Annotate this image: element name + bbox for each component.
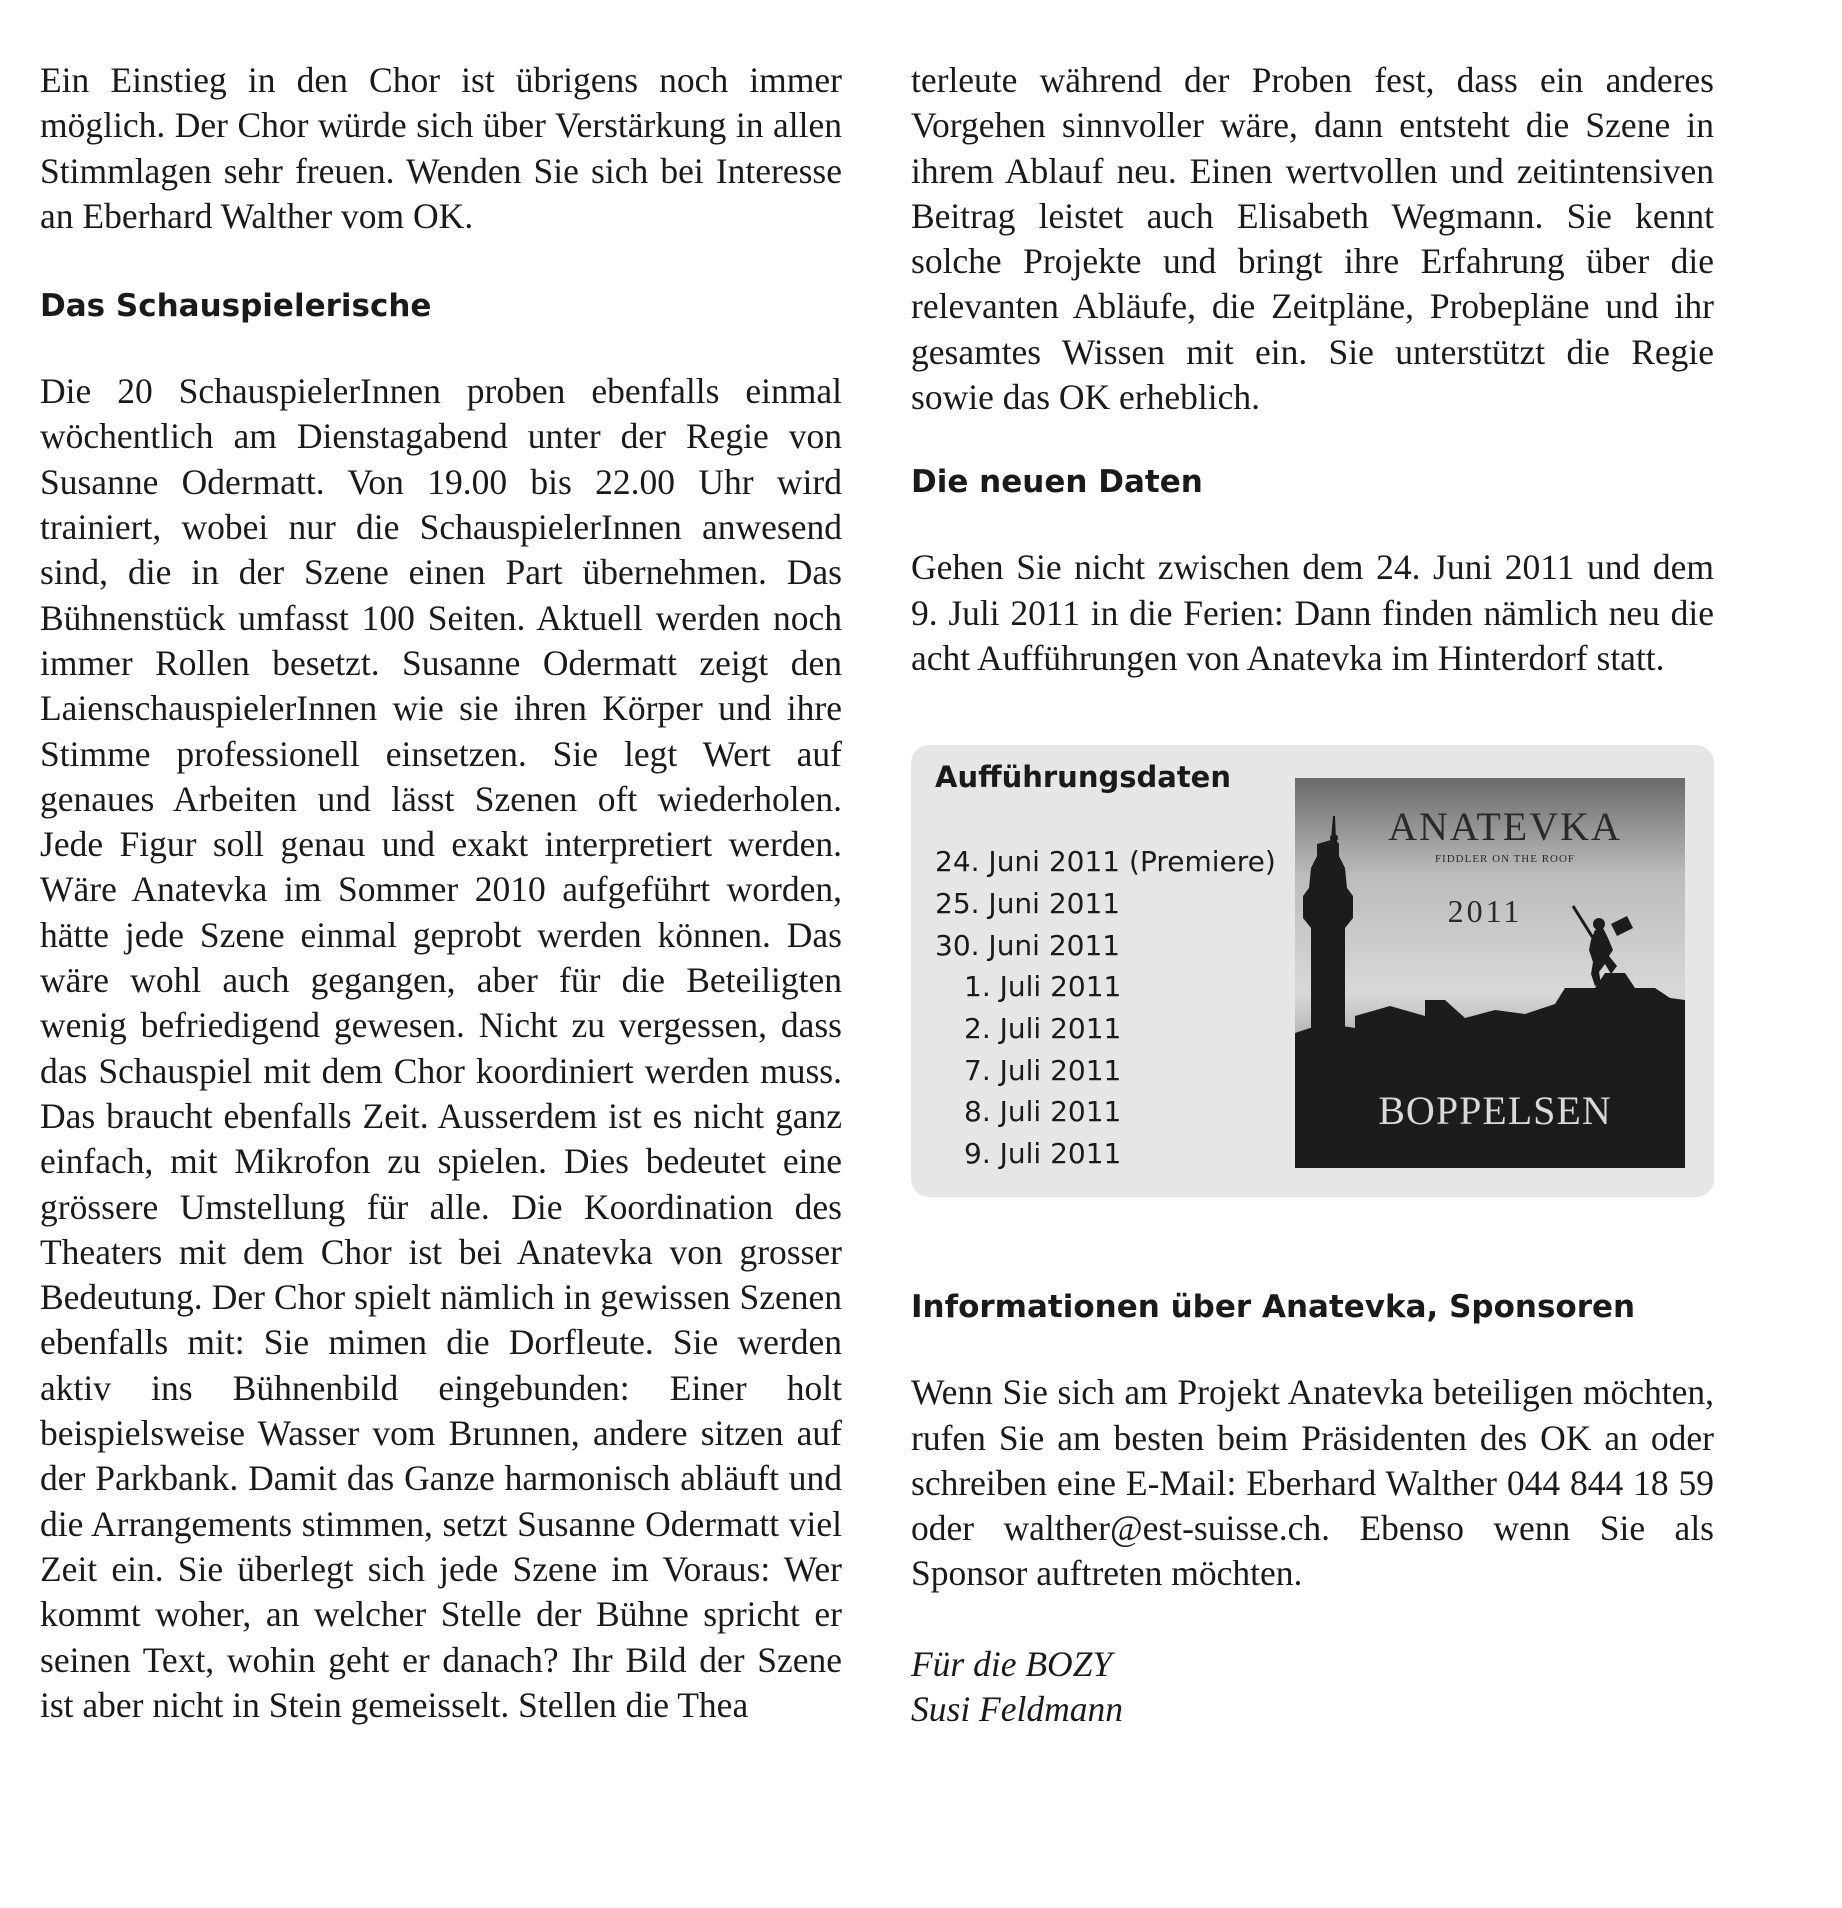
- acting-paragraph: Die 20 SchauspielerInnen proben ebenfalls einmal wöchentlich am Dienstagabend unter der Regie von Susanne Odermatt. Von 19.00 bis 22.00 Uhr wird trainiert, wobei nur die SchauspielerInnen anwesend sind, die in der Szene einen Part übernehmen. Das Bühnenstück umfasst 100 Seiten. Aktuell werden noch immer Rollen besetzt. Susanne Odermatt zeigt den LaienschauspielerInnen wie sie ihren Körper und ihre Stimme professionell einsetzen. Sie legt Wert auf genaues Arbeiten und lässt Szenen oft wiederholen. Jede Figur soll genau und exakt interpretiert werden. Wäre Anatevka im Sommer 2010 aufgeführt worden, hätte jede Szene einmal geprobt werden können. Das wäre wohl auch gegangen, aber für die Beteiligten wenig befriedigend gewesen. Nicht zu vergessen, dass das Schauspiel mit dem Chor koordiniert werden muss. Das braucht ebenfalls Zeit. Ausserdem ist es nicht ganz einfach, mit Mikrofon zu spielen. Dies bedeutet eine grössere Umstellung für alle. Die Koordination des Theaters mit dem Chor ist bei Anatevka von grosser Bedeutung. Der Chor spielt nämlich in gewissen Szenen ebenfalls mit: Sie mimen die Dorfleute. Sie werden aktiv ins Bühnenbild eingebunden: Einer holt beispielsweise Wasser vom Brunnen, andere sitzen auf der Parkbank. Damit das Ganze harmonisch abläuft und die Arrangements stimmen, setzt Susanne Odermatt viel Zeit ein. Sie überlegt sich jede Szene im Voraus: Wer kommt woher, an welcher Stelle der Bühne spricht er seinen Text, wohin geht er danach? Ihr Bild der Szene ist aber nicht in Stein gemeisselt. Stellen die Thea: [40, 371, 842, 1725]
- anatevka-poster: [1295, 778, 1685, 1168]
- performance-dates-box: [911, 745, 1714, 1197]
- intro-paragraph: Ein Einstieg in den Chor ist übrigens noch immer möglich. Der Chor würde sich über Verstärkung in allen Stimmlagen sehr freuen. Wenden Sie sich bei Interesse an Eberhard Walther vom OK.: [40, 60, 842, 236]
- poster-subtitle: FIDDLER ON THE ROOF: [1434, 853, 1576, 866]
- poster-artwork: [1295, 778, 1685, 1168]
- left-column: [40, 58, 842, 1728]
- info-paragraph: Wenn Sie sich am Projekt Anatevka beteiligen möchten, rufen Sie am besten beim Präsidenten des OK an oder schreiben eine E-Mail: Eberhard Walther 044 844 18 59 oder walther@est-suisse.ch. Ebenso wenn Sie als Sponsor auftreten möchten.: [911, 1372, 1714, 1594]
- date-item: 2. Juli 2011: [964, 1012, 1122, 1046]
- date-item: 8. Juli 2011: [964, 1095, 1122, 1129]
- signature-line-1: Für die BOZY: [911, 1643, 1113, 1684]
- poster-place: BOPPELSEN: [1378, 1088, 1612, 1134]
- heading-acting: Das Schauspielerische: [40, 288, 432, 325]
- infobox-title: Aufführungsdaten: [935, 760, 1231, 795]
- fiddler-head: [1593, 918, 1605, 930]
- date-item: 9. Juli 2011: [964, 1137, 1122, 1171]
- date-list: [935, 841, 1276, 1175]
- signature-line-2: Susi Feldmann: [911, 1689, 1123, 1730]
- right-column: [911, 58, 1714, 1732]
- dates-paragraph: Gehen Sie nicht zwischen dem 24. Juni 2011 und dem 9. Juli 2011 in die Ferien: Dann finden nämlich neu die acht Aufführungen von Anatevka im Hinterdorf statt.: [911, 547, 1714, 678]
- tower-ball: [1330, 834, 1338, 842]
- continued-paragraph: terleute während der Proben fest, dass ein anderes Vorgehen sinnvoller wäre, dann entsteht die Szene in ihrem Ablauf neu. Einen wertvollen und zeitintensiven Beitrag leistet auch Elisabeth Wegmann. Sie kennt solche Projekte und bringt ihre Erfahrung über die relevanten Abläufe, die Zeitpläne, Probepläne und ihr gesamtes Wissen mit ein. Sie unterstützt die Regie sowie das OK erheblich.: [911, 60, 1714, 418]
- date-item: 7. Juli 2011: [964, 1053, 1122, 1087]
- heading-dates: Die neuen Daten: [911, 464, 1203, 501]
- date-item: 24. Juni 2011 (Premiere): [935, 845, 1276, 879]
- poster-year: 2011: [1447, 893, 1523, 930]
- heading-info: Informationen über Anatevka, Sponsoren: [911, 1289, 1636, 1326]
- date-item: 25. Juni 2011: [935, 886, 1121, 920]
- date-item: 30. Juni 2011: [935, 928, 1121, 962]
- date-item: 1. Juli 2011: [964, 970, 1122, 1004]
- poster-title: ANATEVKA: [1388, 804, 1622, 850]
